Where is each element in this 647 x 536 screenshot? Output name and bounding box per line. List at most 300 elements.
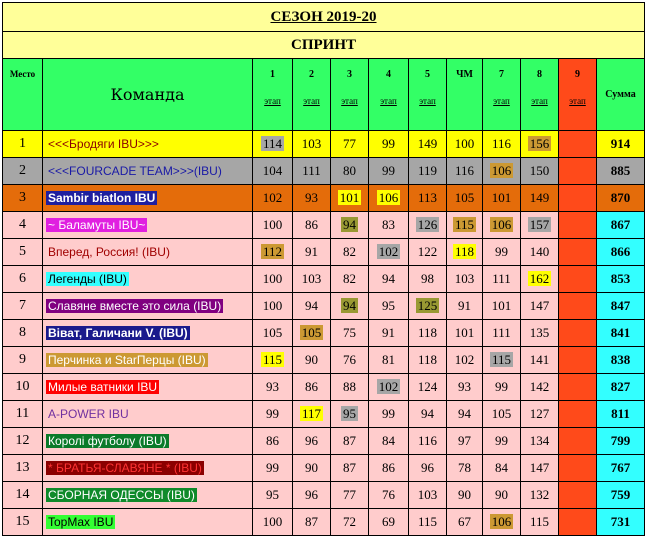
score-cell [483,185,521,212]
score-value: 125 [417,298,438,313]
place-cell: 7 [3,293,43,320]
score-cell [293,158,331,185]
table-row [3,212,645,239]
header-place: Место [3,59,43,131]
score-value: 113 [417,190,438,205]
team-name: * БРАТЬЯ-СЛАВЯНЕ * (IBU) [48,461,202,475]
score-value: 147 [529,298,550,313]
score-cell [331,212,369,239]
table-row [3,185,645,212]
score-value: 77 [343,136,356,151]
score-cell [447,212,483,239]
score-value: 94 [343,298,356,313]
score-value: 101 [339,190,360,205]
score-cell [253,293,293,320]
score-cell [369,401,409,428]
sum-cell: 827 [597,374,645,401]
header-stage-8: 8 этап [521,59,559,131]
score-value: 90 [305,352,318,367]
score-value: 147 [529,460,550,475]
score-cell [447,401,483,428]
score-cell [483,401,521,428]
team-cell [43,374,253,401]
score-value: 106 [491,163,512,178]
score-value: 96 [421,460,434,475]
score-value: 91 [305,244,318,259]
score-value: 96 [305,433,318,448]
score-cell [331,482,369,509]
score-value: 96 [305,487,318,502]
place-cell: 4 [3,212,43,239]
team-name: <<<FOURCADE TEAM>>>(IBU) [48,164,222,178]
team-cell [43,482,253,509]
score-cell [253,455,293,482]
score-cell [483,239,521,266]
score-value: 72 [343,514,356,529]
score-value: 86 [266,433,279,448]
score-cell [447,428,483,455]
score-cell [409,374,447,401]
score-cell [447,347,483,374]
place-cell: 14 [3,482,43,509]
score-value: 115 [529,514,550,529]
score-cell [447,455,483,482]
header-stage-5: 5 этап [409,59,447,131]
score-value: 149 [417,136,438,151]
score-cell [331,293,369,320]
score-cell [293,374,331,401]
score-value: 94 [458,406,471,421]
header-team: Команда [43,59,253,131]
score-cell [331,131,369,158]
table-row [3,482,645,509]
sum-cell: 759 [597,482,645,509]
score-value: 106 [491,514,512,529]
place-cell: 10 [3,374,43,401]
score-value: 76 [382,487,395,502]
score-cell [447,320,483,347]
stage-9-cell [559,428,597,455]
score-cell [293,185,331,212]
score-value: 87 [305,514,318,529]
team-cell [43,131,253,158]
score-value: 97 [458,433,471,448]
score-value: 99 [495,379,508,394]
sum-cell: 847 [597,293,645,320]
score-cell [447,509,483,536]
sum-cell: 853 [597,266,645,293]
score-cell [483,455,521,482]
score-value: 76 [343,352,356,367]
team-cell [43,185,253,212]
score-cell [483,212,521,239]
stage-9-cell [559,293,597,320]
sum-cell: 914 [597,131,645,158]
season-title-text: СЕЗОН 2019-20 [270,8,377,25]
score-cell [331,428,369,455]
score-cell [409,131,447,158]
score-cell [521,455,559,482]
score-value: 86 [305,379,318,394]
sum-cell: 866 [597,239,645,266]
score-value: 100 [262,217,283,232]
score-cell [293,455,331,482]
score-cell [253,482,293,509]
stage-9-cell [559,347,597,374]
team-name: Вперед, Россия! (IBU) [48,245,170,259]
team-name: Sambir biatlon IBU [48,191,156,205]
team-cell [43,401,253,428]
score-cell [409,401,447,428]
team-name: Перчинка и StarПерцы (IBU) [48,353,206,367]
score-value: 105 [454,190,475,205]
table-row [3,455,645,482]
score-value: 77 [343,487,356,502]
score-value: 102 [454,352,475,367]
stage-9-cell [559,482,597,509]
score-cell [369,347,409,374]
score-cell [293,293,331,320]
team-cell [43,455,253,482]
team-cell [43,347,253,374]
score-cell [253,347,293,374]
place-cell: 3 [3,185,43,212]
score-value: 69 [382,514,395,529]
score-value: 118 [417,352,438,367]
score-cell [369,158,409,185]
score-cell [293,401,331,428]
score-value: 156 [529,136,550,151]
score-value: 142 [529,379,550,394]
score-cell [447,239,483,266]
team-name: Королі футболу (IBU) [48,434,167,448]
score-cell [521,293,559,320]
score-value: 106 [491,217,512,232]
score-value: 82 [343,271,356,286]
score-cell [293,320,331,347]
score-value: 87 [343,433,356,448]
score-cell [447,131,483,158]
score-cell [521,266,559,293]
score-value: 98 [421,271,434,286]
score-cell [293,482,331,509]
score-value: 101 [454,325,475,340]
sum-cell: 838 [597,347,645,374]
score-cell [521,131,559,158]
score-cell [409,293,447,320]
place-cell: 8 [3,320,43,347]
score-cell [253,185,293,212]
score-value: 99 [495,433,508,448]
table-row [3,374,645,401]
score-value: 99 [382,406,395,421]
stage-9-cell [559,509,597,536]
score-cell [483,509,521,536]
sum-cell: 811 [597,401,645,428]
place-cell: 9 [3,347,43,374]
score-cell [483,482,521,509]
header-sum: Сумма [597,59,645,131]
score-cell [409,266,447,293]
header-row [3,59,645,131]
standings-table [2,2,645,536]
score-value: 91 [382,325,395,340]
score-cell [521,428,559,455]
score-value: 112 [262,244,283,259]
score-cell [253,131,293,158]
score-cell [521,509,559,536]
score-value: 90 [458,487,471,502]
score-cell [447,266,483,293]
score-cell [253,212,293,239]
header-stage-9: 9 этап [559,59,597,131]
score-value: 102 [378,379,399,394]
score-value: 93 [305,190,318,205]
score-cell [521,482,559,509]
score-cell [483,428,521,455]
score-value: 99 [382,163,395,178]
score-value: 95 [382,298,395,313]
score-value: 91 [458,298,471,313]
score-cell [521,374,559,401]
team-name: Милые ватники IBU [48,380,158,394]
score-value: 132 [529,487,550,502]
team-name: СБОРНАЯ ОДЕССЫ (IBU) [48,488,195,502]
header-stage-4: 4 этап [369,59,409,131]
score-value: 115 [454,217,475,232]
team-cell [43,428,253,455]
score-cell [483,266,521,293]
score-value: 67 [458,514,471,529]
score-cell [521,239,559,266]
score-value: 122 [417,244,438,259]
score-value: 99 [266,406,279,421]
place-cell: 5 [3,239,43,266]
score-cell [253,509,293,536]
header-stage-chm: ЧМ [447,59,483,131]
score-cell [331,239,369,266]
table-row [3,428,645,455]
score-value: 104 [262,163,283,178]
score-cell [369,239,409,266]
team-cell [43,320,253,347]
sum-cell: 731 [597,509,645,536]
score-value: 100 [454,136,475,151]
score-cell [331,158,369,185]
score-cell [521,320,559,347]
score-cell [483,320,521,347]
score-value: 99 [266,460,279,475]
score-value: 127 [529,406,550,421]
score-cell [369,455,409,482]
score-cell [447,482,483,509]
place-cell: 12 [3,428,43,455]
stage-9-cell [559,239,597,266]
score-cell [331,185,369,212]
score-cell [369,482,409,509]
stage-9-cell [559,158,597,185]
table-row [3,266,645,293]
score-cell [521,185,559,212]
team-name: A-POWER IBU [48,407,129,421]
sum-cell: 885 [597,158,645,185]
score-value: 87 [343,460,356,475]
score-value: 140 [529,244,550,259]
team-cell [43,158,253,185]
score-cell [331,266,369,293]
score-value: 105 [491,406,512,421]
score-cell [521,158,559,185]
score-value: 88 [343,379,356,394]
sum-cell: 767 [597,455,645,482]
score-cell [521,401,559,428]
score-cell [483,293,521,320]
place-cell: 1 [3,131,43,158]
score-value: 103 [417,487,438,502]
score-value: 162 [529,271,550,286]
score-value: 86 [382,460,395,475]
score-cell [447,293,483,320]
score-value: 95 [343,406,356,421]
score-cell [409,212,447,239]
team-name: Віват, Галичани V. (IBU) [48,326,188,340]
score-value: 100 [262,514,283,529]
score-cell [409,347,447,374]
score-value: 118 [417,325,438,340]
score-value: 99 [495,244,508,259]
header-stage-1: 1 этап [253,59,293,131]
score-value: 102 [262,190,283,205]
score-value: 99 [382,136,395,151]
score-cell [369,374,409,401]
score-cell [447,374,483,401]
score-value: 103 [454,271,475,286]
score-cell [369,266,409,293]
score-value: 106 [378,190,399,205]
team-name: ~ Баламуты IBU~ [48,218,146,232]
score-cell [253,239,293,266]
score-value: 150 [529,163,550,178]
score-cell [293,509,331,536]
score-value: 105 [301,325,322,340]
header-stage-7: 7 этап [483,59,521,131]
score-value: 103 [301,271,322,286]
score-value: 101 [491,190,512,205]
stage-9-cell [559,455,597,482]
stage-9-cell [559,401,597,428]
score-value: 105 [262,325,283,340]
sum-cell: 867 [597,212,645,239]
score-cell [483,347,521,374]
score-value: 93 [458,379,471,394]
score-value: 75 [343,325,356,340]
score-value: 149 [529,190,550,205]
table-row [3,293,645,320]
score-cell [447,185,483,212]
score-value: 111 [492,325,511,340]
score-value: 86 [305,217,318,232]
score-cell [409,509,447,536]
score-cell [331,347,369,374]
score-cell [331,509,369,536]
place-cell: 13 [3,455,43,482]
score-cell [331,320,369,347]
score-value: 81 [382,352,395,367]
score-value: 115 [417,514,438,529]
header-stage-3: 3 этап [331,59,369,131]
score-cell [521,212,559,239]
score-value: 84 [495,460,508,475]
score-value: 124 [417,379,438,394]
score-cell [409,185,447,212]
sum-cell: 799 [597,428,645,455]
score-cell [293,131,331,158]
score-value: 116 [417,433,438,448]
stage-9-cell [559,374,597,401]
score-cell [293,239,331,266]
score-value: 94 [343,217,356,232]
score-value: 116 [454,163,475,178]
stage-9-cell [559,212,597,239]
place-cell: 6 [3,266,43,293]
score-cell [293,212,331,239]
score-value: 111 [302,163,321,178]
table-row [3,131,645,158]
score-cell [483,374,521,401]
stage-9-cell [559,266,597,293]
table-row [3,509,645,536]
place-cell: 2 [3,158,43,185]
score-value: 102 [378,244,399,259]
score-cell [521,347,559,374]
sum-cell: 841 [597,320,645,347]
team-cell [43,509,253,536]
score-cell [409,482,447,509]
score-value: 118 [454,244,475,259]
score-value: 83 [382,217,395,232]
score-value: 115 [491,352,512,367]
score-value: 94 [305,298,318,313]
score-cell [253,158,293,185]
team-name: Славяне вместе это сила (IBU) [48,299,222,313]
score-cell [369,212,409,239]
score-cell [293,266,331,293]
team-cell [43,266,253,293]
score-cell [409,428,447,455]
score-cell [253,266,293,293]
sum-cell: 870 [597,185,645,212]
score-value: 94 [421,406,434,421]
score-cell [369,509,409,536]
team-name: TopMax IBU [48,515,114,529]
score-cell [253,320,293,347]
sprint-subtitle: СПРИНТ [3,32,645,59]
score-cell [409,320,447,347]
score-value: 101 [491,298,512,313]
score-cell [369,320,409,347]
score-cell [409,158,447,185]
score-value: 135 [529,325,550,340]
score-cell [483,131,521,158]
score-value: 78 [458,460,471,475]
score-cell [331,374,369,401]
team-cell [43,212,253,239]
stage-9-cell [559,131,597,158]
score-cell [369,293,409,320]
table-row [3,320,645,347]
score-cell [447,158,483,185]
score-cell [331,401,369,428]
